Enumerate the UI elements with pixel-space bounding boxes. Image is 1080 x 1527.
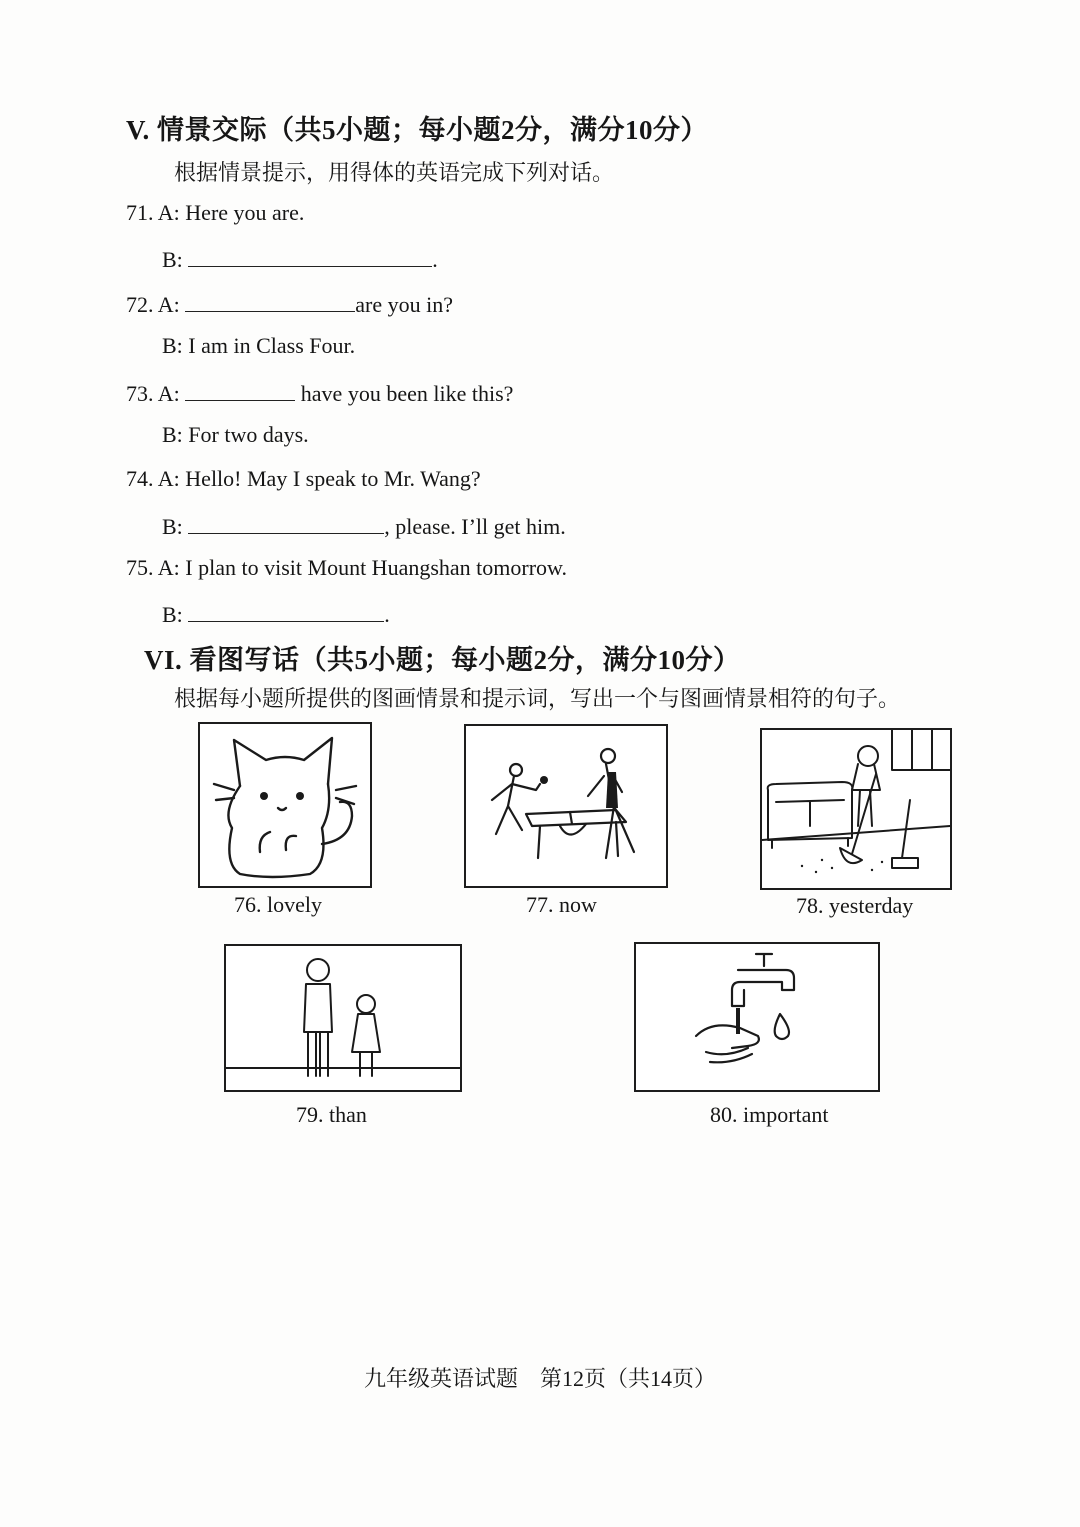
picture-78-sweeping: [760, 728, 952, 890]
caption-80: 80. important: [710, 1102, 829, 1127]
q71-answer-blank[interactable]: [188, 244, 432, 267]
section-5-title: V. 情景交际（共5小题；每小题2分，满分10分）: [126, 115, 709, 145]
q72-number: 72.: [126, 292, 154, 317]
q72-answer-blank[interactable]: [185, 289, 355, 312]
q75-b-tail: .: [384, 602, 390, 627]
q74-b-tail: , please. I’ll get him.: [384, 514, 566, 539]
q75-b: [162, 599, 390, 628]
q73-a-tail: have you been like this?: [300, 381, 514, 406]
picture-76-cat: [198, 722, 372, 888]
picture-80-hand-washing: [634, 942, 880, 1092]
q72-a: [126, 289, 453, 318]
page-footer: 九年级英语试题 第12页（共14页）: [364, 1366, 717, 1391]
q75-a-text: A: I plan to visit Mount Huangshan tomorrow.: [157, 555, 567, 580]
section-6-instruction: 根据每小题所提供的图画情景和提示词，写出一个与图画情景相符的句子。: [174, 686, 901, 711]
caption-76: 76. lovely: [234, 892, 322, 917]
q71-b-tail: .: [432, 247, 438, 272]
q74-b-label: B:: [162, 514, 183, 539]
q73-a: [126, 378, 513, 407]
q71-a: [126, 200, 304, 226]
hand-washing-illustration: [636, 944, 878, 1090]
q75-number: 75.: [126, 555, 154, 580]
q72-a-label: A:: [157, 292, 180, 317]
heights-illustration: [226, 946, 460, 1090]
q74-a-text: A: Hello! May I speak to Mr. Wang?: [157, 466, 481, 491]
caption-77: 77. now: [526, 892, 597, 917]
q71-number: 71.: [126, 200, 154, 225]
picture-77-table-tennis: [464, 724, 668, 888]
q71-b: [162, 244, 438, 273]
q74-b: [162, 511, 566, 540]
q72-b: B: I am in Class Four.: [162, 333, 356, 358]
q73-number: 73.: [126, 381, 154, 406]
section-5-instruction: 根据情景提示，用得体的英语完成下列对话。: [174, 160, 615, 185]
caption-79: 79. than: [296, 1102, 367, 1127]
q71-b-label: B:: [162, 247, 183, 272]
q73-b: B: For two days.: [162, 422, 309, 447]
cat-illustration: [200, 724, 370, 886]
picture-79-heights: [224, 944, 462, 1092]
q75-answer-blank[interactable]: [188, 599, 384, 622]
q73-a-label: A:: [157, 381, 180, 406]
q71-a-text: A: Here you are.: [157, 200, 305, 225]
sweeping-illustration: [762, 730, 950, 888]
table-tennis-illustration: [466, 726, 666, 886]
q74-number: 74.: [126, 466, 154, 491]
q72-a-tail: are you in?: [355, 292, 454, 317]
section-6-title: VI. 看图写话（共5小题；每小题2分，满分10分）: [144, 645, 741, 675]
q75-b-label: B:: [162, 602, 183, 627]
caption-78: 78. yesterday: [796, 893, 914, 918]
q74-a: [126, 466, 481, 492]
q75-a: [126, 555, 567, 581]
q74-answer-blank[interactable]: [188, 511, 384, 534]
q73-answer-blank[interactable]: [185, 378, 295, 401]
